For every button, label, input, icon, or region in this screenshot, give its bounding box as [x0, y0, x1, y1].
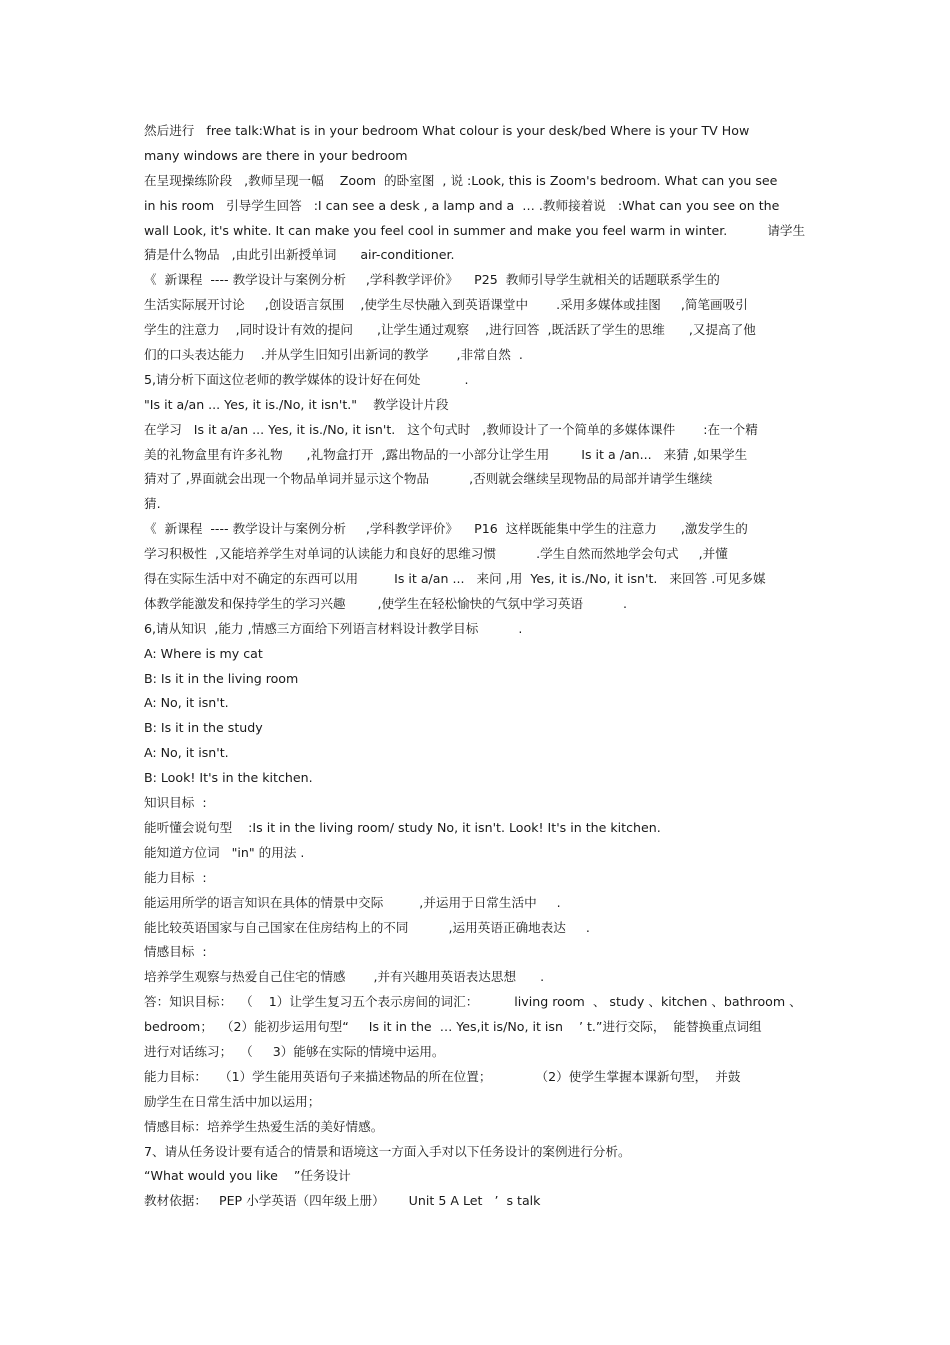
text-line: 猜是什么物品 ,由此引出新授单词 air-conditioner.	[144, 247, 455, 263]
text-line: "Is it a/an ... Yes, it is./No, it isn't." 教学设计片段	[144, 396, 449, 412]
question-heading: 7、请从任务设计要有适合的情景和语境这一方面入手对以下任务设计的案例进行分析。	[144, 1143, 631, 1159]
text-line: 能比较英语国家与自己国家在住房结构上的不同 ,运用英语正确地表达 .	[144, 919, 590, 935]
question-heading: 6,请从知识 ,能力 ,情感三方面给下列语言材料设计教学目标 .	[144, 620, 523, 636]
text-line: 在学习 Is it a/an ... Yes, it is./No, it isn't. 这个句式时 ,教师设计了一个简单的多媒体课件 :在一个精	[144, 421, 758, 437]
text-line: many windows are there in your bedroom	[144, 147, 408, 163]
document-body	[144, 119, 814, 1214]
text-line: 学生的注意力 ,同时设计有效的提问 ,让学生通过观察 ,进行回答 ,既活跃了学生的思维 ,又提高了他	[144, 322, 756, 338]
text-line: 然后进行 free talk:What is in your bedroom What colour is your desk/bed Where is your TV How	[144, 123, 750, 138]
question-heading: 5,请分析下面这位老师的教学媒体的设计好在何处 .	[144, 371, 469, 387]
text-line: 《 新课程 ---- 教学设计与案例分析 ,学科教学评价》 P25 教师引导学生就相关的话题联系学生的	[144, 272, 720, 288]
text-line: 励学生在日常生活中加以运用；	[144, 1093, 321, 1109]
text-line: 知识目标 :	[144, 795, 207, 811]
text-line: 美的礼物盒里有许多礼物 ,礼物盒打开 ,露出物品的一小部分让学生用 Is it a /an... 来猜 ,如果学生	[144, 446, 748, 462]
dialogue-line: B: Is it in the study	[144, 720, 263, 736]
text-line: 得在实际生活中对不确定的东西可以用 Is it a/an ... 来问 ,用 Yes, it is./No, it isn't. 来回答 .可见多媒	[144, 571, 766, 587]
text-line: 情感目标 :	[144, 944, 207, 960]
dialogue-line: A: Where is my cat	[144, 645, 263, 661]
dialogue-line: A: No, it isn't.	[144, 745, 229, 761]
text-line: 能运用所学的语言知识在具体的情景中交际 ,并运用于日常生活中 .	[144, 894, 561, 910]
text-line: 能听懂会说句型 :Is it in the living room/ study No, it isn't. Look! It's in the kitchen.	[144, 819, 661, 835]
text-line: 能知道方位词 "in" 的用法 .	[144, 844, 305, 860]
text-line: 猜.	[144, 496, 161, 512]
text-line: 能力目标： （1）学生能用英语句子来描述物品的所在位置； （2）使学生掌握本课新句型， 并鼓	[144, 1068, 741, 1084]
text-line: 进行对话练习； （ 3）能够在实际的情境中运用。	[144, 1043, 445, 1059]
text-line: “What would you like ”任务设计	[144, 1168, 351, 1184]
dialogue-line: B: Look! It's in the kitchen.	[144, 770, 313, 786]
text-line: 能力目标 :	[144, 869, 207, 885]
text-line: wall Look, it's white. It can make you feel cool in summer and make you feel warm in winter. 请学生	[144, 222, 806, 238]
text-line: 教材依据： PEP 小学英语（四年级上册） Unit 5 A Let ’ s talk	[144, 1193, 541, 1209]
text-line: bedroom； （2）能初步运用句型“ Is it in the … Yes,it is/No, it isn ’ t.”进行交际， 能替换重点词组	[144, 1019, 762, 1035]
text-line: in his room 引导学生回答 :I can see a desk , a lamp and a … .教师接着说 :What can you see on the	[144, 197, 780, 213]
text-line: 答：知识目标： （ 1）让学生复习五个表示房间的词汇： living room 、 study 、kitchen 、bathroom 、	[144, 994, 802, 1010]
dialogue-line: B: Is it in the living room	[144, 670, 299, 686]
text-line: 体教学能激发和保持学生的学习兴趣 ,使学生在轻松愉快的气氛中学习英语 .	[144, 595, 628, 611]
text-line: 生活实际展开讨论 ,创设语言氛围 ,使学生尽快融入到英语课堂中 .采用多媒体或挂图 ,简笔画吸引	[144, 297, 748, 313]
text-line: 们的口头表达能力 .并从学生旧知引出新词的教学 ,非常自然 .	[144, 347, 523, 363]
text-line: 猜对了 ,界面就会出现一个物品单词并显示这个物品 ,否则就会继续呈现物品的局部并请学生继续	[144, 471, 713, 487]
text-line: 《 新课程 ---- 教学设计与案例分析 ,学科教学评价》 P16 这样既能集中学生的注意力 ,激发学生的	[144, 521, 748, 537]
dialogue-line: A: No, it isn't.	[144, 695, 229, 711]
text-line: 学习积极性 ,又能培养学生对单词的认读能力和良好的思维习惯 .学生自然而然地学会句式 ,并懂	[144, 546, 728, 562]
text-line: 情感目标：培养学生热爱生活的美好情感。	[144, 1118, 384, 1134]
text-line: 在呈现操练阶段 ,教师呈现一幅 Zoom 的卧室图 , 说 :Look, this is Zoom's bedroom. What can you see	[144, 172, 778, 188]
text-line: 培养学生观察与热爱自己住宅的情感 ,并有兴趣用英语表达思想 .	[144, 969, 545, 985]
